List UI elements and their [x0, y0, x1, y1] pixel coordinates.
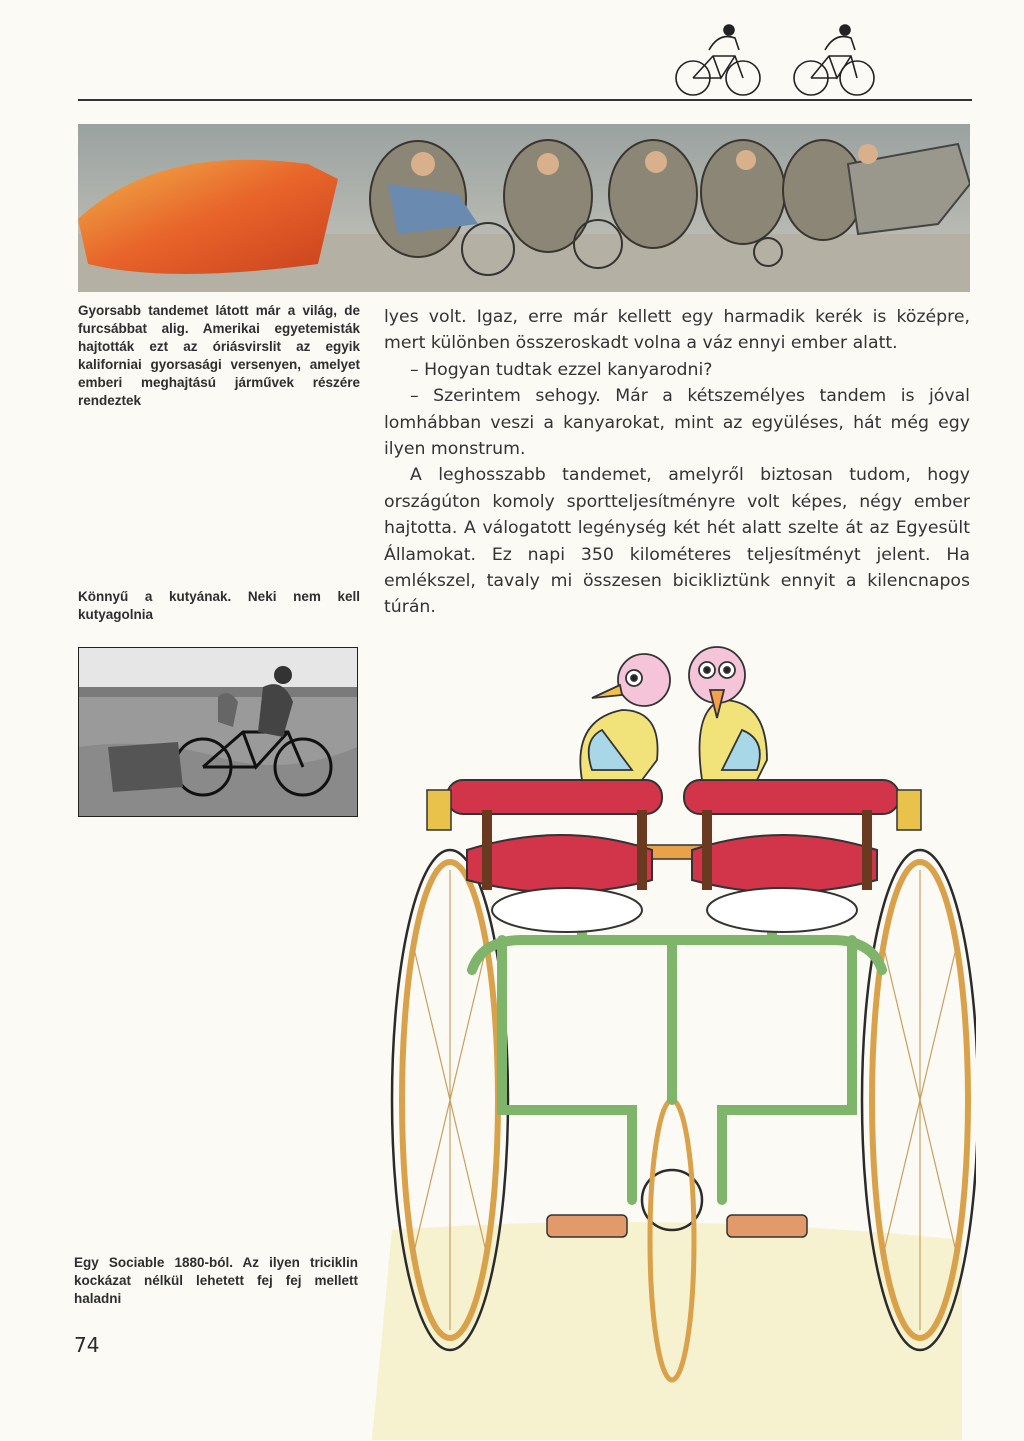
body-text	[384, 304, 970, 621]
body-paragraph-3: – Szerintem sehogy. Már a kétszemélyes tandem is jóval lomhábban veszi a kanyarokat, mint az együléses, hát még egy ilyen monstrum.	[384, 386, 970, 460]
body-paragraph-4: A leghosszabb tandemet, amelyről biztosan tudom, hogy országúton komoly sportteljesítményre volt képes, négy ember hajtotta. A válogatott legénység két hét alatt szelte át az Egyesült Államokat. Ez napi 350 kilométeres teljesítményt jelent. Ha emlékszel, tavaly mi összesen bicikliztünk ennyit a kilencnapos túrán.	[384, 465, 970, 618]
caption-sociable: Egy Sociable 1880-ból. Az ilyen triciklin kockázat nélkül lehetett fej fej mellett haladni	[74, 1255, 358, 1306]
header-cyclists-icon	[665, 20, 875, 98]
page-number: 74	[74, 1333, 100, 1357]
body-paragraph-1: lyes volt. Igaz, erre már kellett egy harmadik kerék is középre, mert különben összeroskadt volna a váz ennyi ember alatt.	[384, 307, 970, 354]
caption-long-tandem: Gyorsabb tandemet látott már a világ, de furcsábbat alig. Amerikai egyetemisták hajtották ezt az óriásvirslit az egyik kaliforniai gyorsasági versenyen, amelyet emberi meghajtású járművek részére rendeztek	[78, 303, 360, 408]
header-rule	[78, 99, 972, 101]
dog-bicycle-photo	[78, 647, 358, 817]
caption-dog-photo: Könnyű a kutyának. Neki nem kell kutyagolnia	[78, 589, 360, 622]
body-paragraph-2: – Hogyan tudtak ezzel kanyarodni?	[410, 359, 713, 380]
sociable-tricycle-illustration	[372, 640, 976, 1440]
long-tandem-photo	[78, 124, 970, 292]
